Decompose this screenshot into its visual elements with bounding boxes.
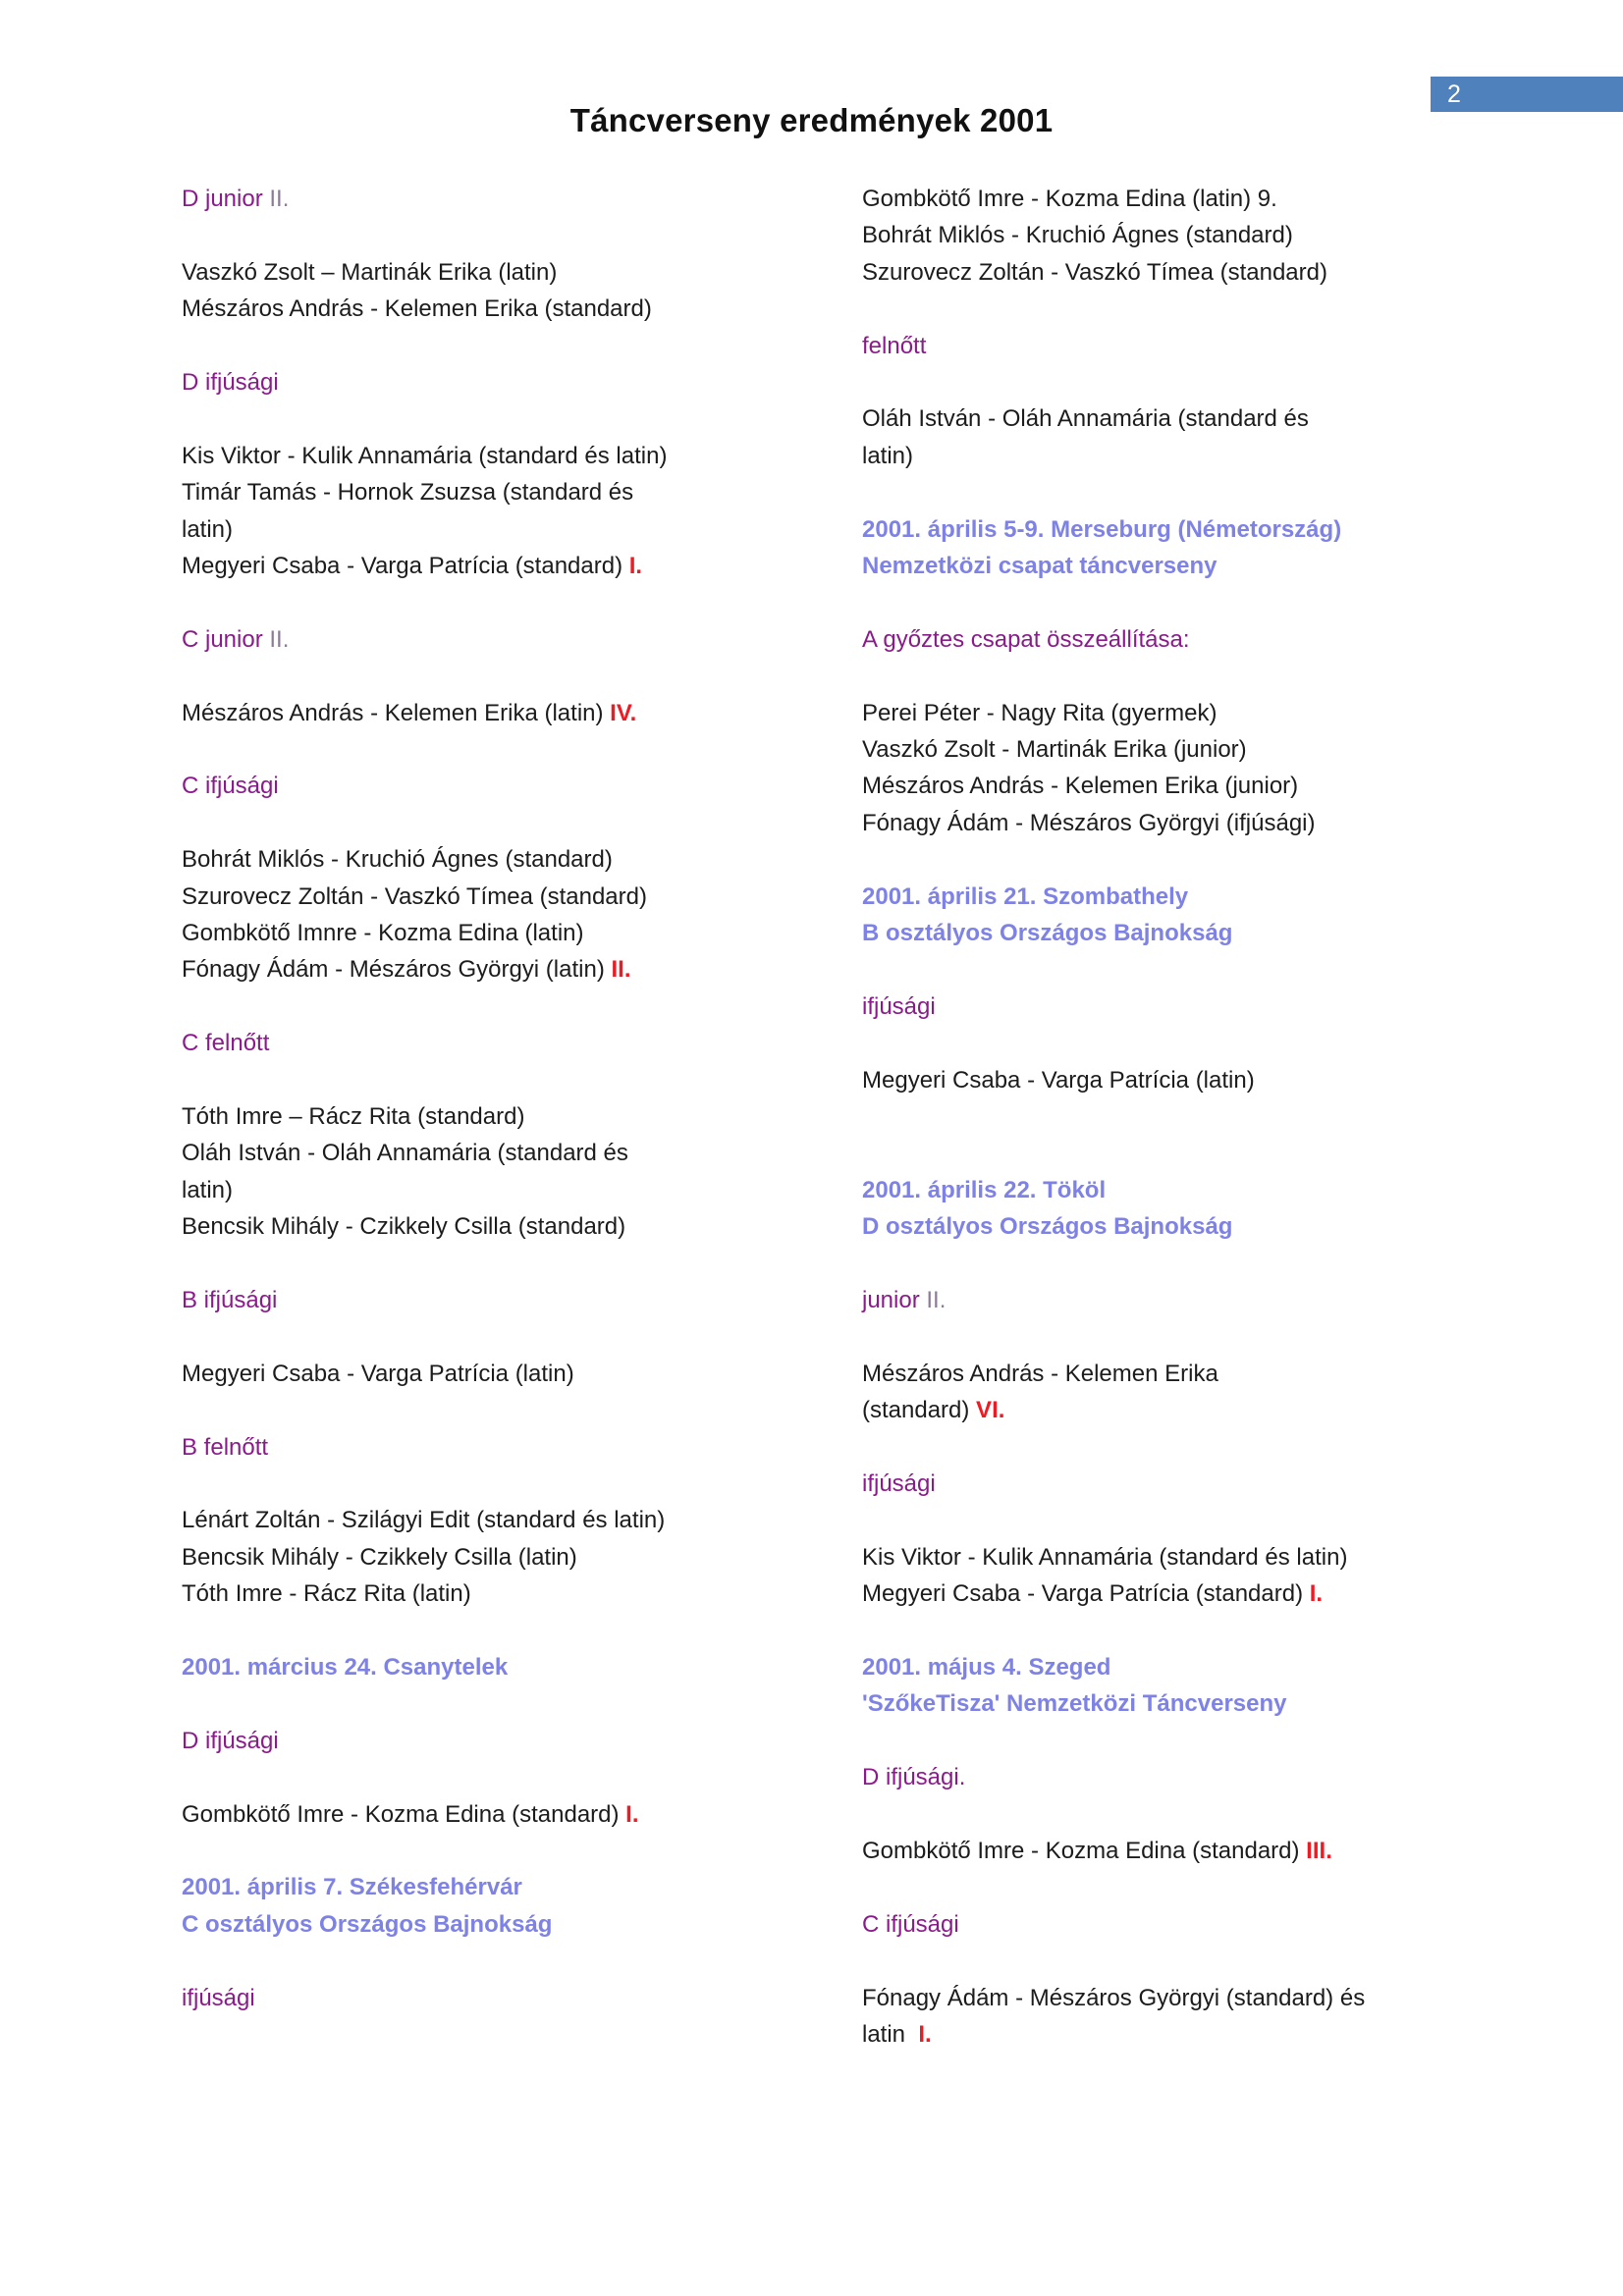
couple-text: Perei Péter - Nagy Rita (gyermek)	[862, 699, 1217, 726]
section-heading	[182, 1723, 798, 1759]
couple-text: Gombkötő Imnre - Kozma Edina (latin)	[182, 920, 584, 947]
result-line	[182, 1172, 798, 1208]
result-line	[182, 1208, 798, 1245]
result-paragraph	[862, 1062, 1448, 1098]
result-line	[862, 438, 1448, 474]
result-line	[182, 1796, 798, 1833]
result-paragraph	[862, 1980, 1448, 2054]
content-columns	[182, 181, 1448, 2090]
heading-text: D ifjúsági.	[862, 1764, 966, 1791]
couple-text: Oláh István - Oláh Annamária (standard és	[182, 1140, 628, 1167]
event-line: 2001. április 5-9. Merseburg (Németország)	[862, 515, 1342, 543]
result-paragraph	[182, 695, 798, 731]
result-line	[862, 1833, 1448, 1869]
result-line	[182, 474, 798, 510]
result-paragraph	[862, 1539, 1448, 1613]
couple-text: Megyeri Csaba - Varga Patrícia (latin)	[182, 1360, 574, 1387]
result-paragraph	[182, 1796, 798, 1833]
result-line	[862, 768, 1448, 804]
couple-text: Fónagy Ádám - Mészáros Györgyi (standard) és	[862, 1984, 1366, 2011]
section-heading	[182, 181, 798, 217]
result-line	[862, 1356, 1448, 1392]
result-line	[862, 254, 1448, 291]
couple-text: Kis Viktor - Kulik Annamária (standard és latin)	[182, 442, 668, 469]
result-line	[862, 217, 1448, 253]
result-line	[862, 695, 1448, 731]
heading-suffix: II.	[919, 1287, 947, 1314]
heading-text: C felnőtt	[182, 1030, 270, 1057]
event-heading	[862, 1172, 1448, 1246]
result-line	[182, 1098, 798, 1135]
result-line	[862, 1980, 1448, 2016]
couple-text: Megyeri Csaba - Varga Patrícia (latin)	[862, 1066, 1255, 1094]
result-line	[182, 879, 798, 915]
section-heading	[182, 1025, 798, 1061]
couple-text: Vaszkó Zsolt - Martinák Erika (junior)	[862, 736, 1247, 764]
rank-badge: IV.	[603, 699, 637, 726]
couple-text: Tóth Imre - Rácz Rita (latin)	[182, 1580, 471, 1608]
result-line	[182, 291, 798, 327]
heading-text: ifjúsági	[862, 992, 936, 1020]
result-line	[182, 951, 798, 988]
result-line	[182, 438, 798, 474]
result-line	[182, 548, 798, 584]
section-heading	[862, 328, 1448, 364]
couple-text: Szurovecz Zoltán - Vaszkó Tímea (standard)	[182, 882, 647, 910]
result-line	[862, 181, 1448, 217]
couple-text: Szurovecz Zoltán - Vaszkó Tímea (standard)	[862, 258, 1327, 286]
result-paragraph	[182, 1502, 798, 1612]
result-paragraph	[862, 1356, 1448, 1429]
section-heading	[862, 621, 1448, 658]
result-paragraph	[182, 254, 798, 328]
couple-text: Kis Viktor - Kulik Annamária (standard és latin)	[862, 1543, 1348, 1571]
heading-suffix: II.	[262, 625, 290, 653]
result-line	[862, 1392, 1448, 1428]
heading-text: felnőtt	[862, 332, 927, 359]
result-paragraph	[182, 438, 798, 585]
section-heading	[182, 364, 798, 400]
event-line: Nemzetközi csapat táncverseny	[862, 553, 1217, 580]
section-heading	[862, 1282, 1448, 1318]
result-line	[862, 805, 1448, 841]
rank-badge: I.	[1303, 1580, 1324, 1608]
event-line: 'SzőkeTisza' Nemzetközi Táncverseny	[862, 1690, 1287, 1718]
heading-text: ifjúsági	[862, 1470, 936, 1498]
rank-badge: I.	[622, 553, 643, 580]
result-line	[182, 841, 798, 878]
result-line	[182, 1539, 798, 1575]
right-column	[862, 181, 1448, 2090]
result-line	[182, 1135, 798, 1171]
rank-badge: III.	[1299, 1838, 1332, 1865]
couple-text: Fónagy Ádám - Mészáros Györgyi (latin)	[182, 956, 605, 984]
result-line	[182, 1356, 798, 1392]
heading-text: D junior	[182, 186, 263, 212]
section-heading	[862, 988, 1448, 1025]
event-heading	[862, 879, 1448, 952]
couple-text: Gombkötő Imre - Kozma Edina (standard)	[862, 1838, 1300, 1865]
couple-text: Bohrát Miklós - Kruchió Ágnes (standard)	[182, 846, 613, 874]
left-column	[182, 181, 798, 2090]
result-paragraph	[862, 1833, 1448, 1869]
event-heading	[862, 1649, 1448, 1723]
event-line: B osztályos Országos Bajnokság	[862, 920, 1233, 947]
event-line: C osztályos Országos Bajnokság	[182, 1910, 553, 1938]
rank-badge: I.	[911, 2021, 932, 2049]
rank-badge: VI.	[969, 1397, 1005, 1424]
couple-text: Mészáros András - Kelemen Erika (junior)	[862, 773, 1299, 800]
result-line	[862, 2016, 1448, 2053]
event-line: 2001. április 7. Székesfehérvár	[182, 1874, 522, 1901]
result-line	[182, 915, 798, 951]
result-line	[862, 1575, 1448, 1612]
heading-text: D ifjúsági	[182, 1727, 279, 1754]
couple-text: Fónagy Ádám - Mészáros Györgyi (ifjúsági)	[862, 809, 1316, 836]
couple-text: latin)	[182, 1176, 234, 1203]
result-line	[182, 254, 798, 291]
result-paragraph	[862, 181, 1448, 291]
result-line	[862, 731, 1448, 768]
result-paragraph	[862, 400, 1448, 474]
couple-text: Tóth Imre – Rácz Rita (standard)	[182, 1103, 525, 1131]
section-heading	[862, 1906, 1448, 1943]
section-heading	[182, 1980, 798, 2016]
section-heading	[182, 1282, 798, 1318]
section-heading	[182, 621, 798, 658]
heading-text: C ifjúsági	[182, 773, 279, 800]
couple-text: Gombkötő Imre - Kozma Edina (standard)	[182, 1800, 620, 1828]
couple-text: Vaszkó Zsolt – Martinák Erika (latin)	[182, 258, 558, 286]
section-heading	[182, 1429, 798, 1466]
couple-text: Bohrát Miklós - Kruchió Ágnes (standard)	[862, 222, 1293, 249]
couple-text: Mészáros András - Kelemen Erika (standard)	[182, 295, 652, 323]
couple-text: latin	[862, 2021, 912, 2049]
result-line	[862, 1539, 1448, 1575]
couple-text: Oláh István - Oláh Annamária (standard és	[862, 405, 1309, 433]
event-line: 2001. május 4. Szeged	[862, 1654, 1111, 1682]
event-heading	[862, 511, 1448, 585]
page-number: 2	[1447, 80, 1461, 108]
heading-text: C junior	[182, 625, 263, 653]
event-heading	[182, 1869, 798, 1943]
result-line	[182, 511, 798, 548]
couple-text: Megyeri Csaba - Varga Patrícia (standard)	[182, 553, 623, 580]
couple-text: Bencsik Mihály - Czikkely Csilla (standard)	[182, 1213, 626, 1241]
couple-text: Lénárt Zoltán - Szilágyi Edit (standard és latin)	[182, 1507, 666, 1534]
couple-text: latin)	[862, 442, 914, 469]
couple-text: Gombkötő Imre - Kozma Edina (latin) 9.	[862, 186, 1277, 212]
result-line	[862, 400, 1448, 437]
rank-badge: II.	[604, 956, 631, 984]
result-line	[182, 1575, 798, 1612]
couple-text: Megyeri Csaba - Varga Patrícia (standard)	[862, 1580, 1304, 1608]
section-heading	[862, 1466, 1448, 1502]
couple-text: (standard)	[862, 1397, 970, 1424]
result-paragraph	[862, 695, 1448, 842]
rank-badge: I.	[619, 1800, 639, 1828]
couple-text: Timár Tamás - Hornok Zsuzsa (standard és	[182, 479, 634, 507]
result-paragraph	[182, 1098, 798, 1246]
result-line	[862, 1062, 1448, 1098]
heading-text: B felnőtt	[182, 1433, 269, 1461]
event-line: 2001. március 24. Csanytelek	[182, 1654, 509, 1682]
result-paragraph	[182, 1356, 798, 1392]
event-line: 2001. április 21. Szombathely	[862, 882, 1189, 910]
section-heading	[182, 768, 798, 804]
event-heading	[182, 1649, 798, 1685]
heading-suffix: II.	[262, 186, 290, 212]
result-line	[182, 695, 798, 731]
couple-text: Bencsik Mihály - Czikkely Csilla (latin)	[182, 1543, 577, 1571]
heading-text: junior	[862, 1287, 920, 1314]
result-paragraph	[182, 841, 798, 988]
section-heading	[862, 1759, 1448, 1795]
couple-text: Mészáros András - Kelemen Erika	[862, 1360, 1218, 1387]
heading-text: D ifjúsági	[182, 369, 279, 396]
heading-text: ifjúsági	[182, 1984, 255, 2011]
heading-text: A győztes csapat összeállítása:	[862, 625, 1190, 653]
couple-text: Mészáros András - Kelemen Erika (latin)	[182, 699, 604, 726]
heading-text: B ifjúsági	[182, 1287, 278, 1314]
event-line: 2001. április 22. Tököl	[862, 1176, 1107, 1203]
couple-text: latin)	[182, 515, 234, 543]
page-number-badge	[1431, 77, 1623, 112]
page-title: Táncverseny eredmények 2001	[569, 102, 1054, 139]
heading-text: C ifjúsági	[862, 1910, 959, 1938]
event-line: D osztályos Országos Bajnokság	[862, 1213, 1233, 1241]
result-line	[182, 1502, 798, 1538]
